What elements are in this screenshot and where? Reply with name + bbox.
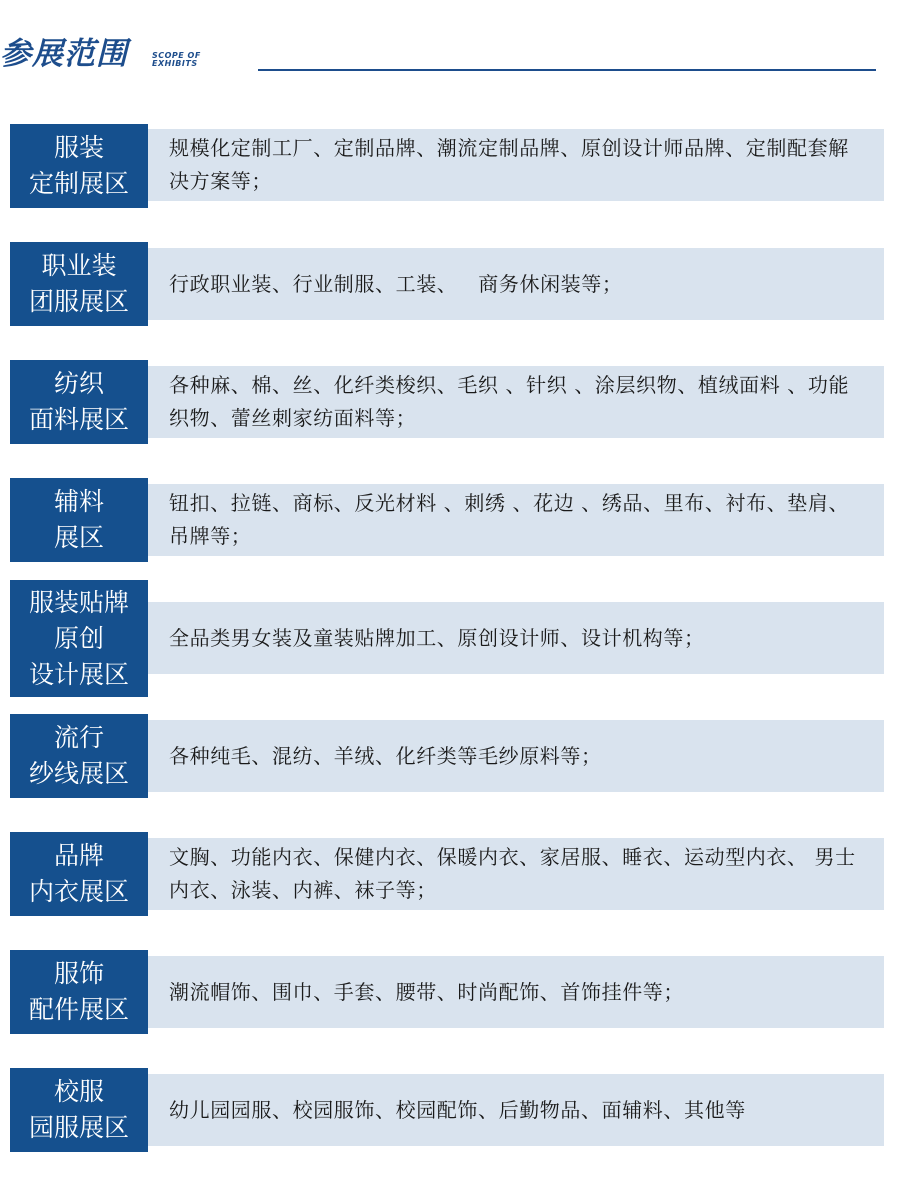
section-description-box [148, 602, 884, 674]
section-description: 钮扣、拉链、商标、反光材料 、刺绣 、花边 、绣品、里布、衬布、垫肩、 吊牌等； [169, 491, 857, 548]
section-label-line1: 辅料 [53, 487, 104, 516]
section-label-line2: 纱线展区 [28, 759, 129, 788]
section-description-box [148, 956, 884, 1028]
section-yarn [10, 714, 884, 798]
section-label-line1: 服装贴牌 [28, 587, 129, 617]
section-description: 全品类男女装及童装贴牌加工、原创设计师、设计机构等； [169, 625, 705, 650]
section-label-line2: 配件展区 [28, 995, 129, 1024]
section-label [10, 832, 148, 916]
section-label [10, 580, 148, 697]
section-description: 文胸、功能内衣、保健内衣、保暖内衣、家居服、睡衣、运动型内衣、 男士内衣、泳装、内裤、袜子等； [169, 845, 856, 902]
section-description: 幼儿园园服、校园服饰、校园配饰、后勤物品、面辅料、其他等 [169, 1097, 746, 1122]
section-description: 潮流帽饰、围巾、手套、腰带、时尚配饰、首饰挂件等； [169, 979, 684, 1004]
section-description-box [148, 484, 884, 556]
section-label-line2: 内衣展区 [28, 877, 129, 906]
section-label-line1: 职业装 [41, 251, 117, 280]
section-label-line3: 设计展区 [28, 659, 129, 689]
section-label-line2: 团服展区 [28, 287, 129, 316]
section-label-line1: 服饰 [53, 959, 104, 988]
section-label [10, 124, 148, 208]
section-oem-original-design [10, 580, 884, 697]
section-garment-customization [10, 124, 884, 208]
section-label [10, 242, 148, 326]
section-label-line1: 服装 [53, 133, 104, 162]
section-label-line2: 面料展区 [28, 405, 129, 434]
section-label [10, 1068, 148, 1152]
section-label [10, 360, 148, 444]
page-subtitle-line1: SCOPE OF [152, 51, 201, 60]
page-header [0, 0, 900, 90]
section-apparel-accessories [10, 950, 884, 1034]
section-description-box [148, 1074, 884, 1146]
section-label-line2: 原创 [53, 623, 104, 653]
section-label-line1: 品牌 [53, 841, 104, 870]
section-label-line1: 校服 [53, 1077, 104, 1106]
section-description: 各种纯毛、混纺、羊绒、化纤类等毛纱原料等； [169, 743, 602, 768]
section-description-box [148, 129, 884, 201]
section-label-line1: 流行 [53, 723, 104, 752]
section-label [10, 950, 148, 1034]
section-description-box [148, 720, 884, 792]
section-lingerie [10, 832, 884, 916]
section-workwear-uniform [10, 242, 884, 326]
section-label-line1: 纺织 [53, 369, 104, 398]
section-label-line2: 园服展区 [28, 1113, 129, 1142]
section-description-box [148, 366, 884, 438]
page-title: 参展范围 [0, 36, 128, 72]
section-label-line2: 展区 [53, 523, 104, 552]
section-description: 规模化定制工厂、定制品牌、潮流定制品牌、原创设计师品牌、定制配套解决方案等； [169, 136, 849, 193]
section-label [10, 478, 148, 562]
header-divider [258, 69, 876, 71]
page-subtitle-line2: EXHIBITS [152, 59, 198, 68]
section-label [10, 714, 148, 798]
section-description: 各种麻、棉、丝、化纤类梭织、毛织 、针织 、涂层织物、植绒面料 、功能织物、蕾丝刺家纺面料等； [169, 373, 850, 430]
section-textile-fabric [10, 360, 884, 444]
section-description-box [148, 248, 884, 320]
section-label-line2: 定制展区 [28, 169, 129, 198]
section-description: 行政职业装、行业制服、工装、 商务休闲装等； [169, 271, 623, 296]
section-school-uniform [10, 1068, 884, 1152]
section-description-box [148, 838, 884, 910]
section-accessories-materials [10, 478, 884, 562]
page-subtitle [152, 52, 201, 68]
